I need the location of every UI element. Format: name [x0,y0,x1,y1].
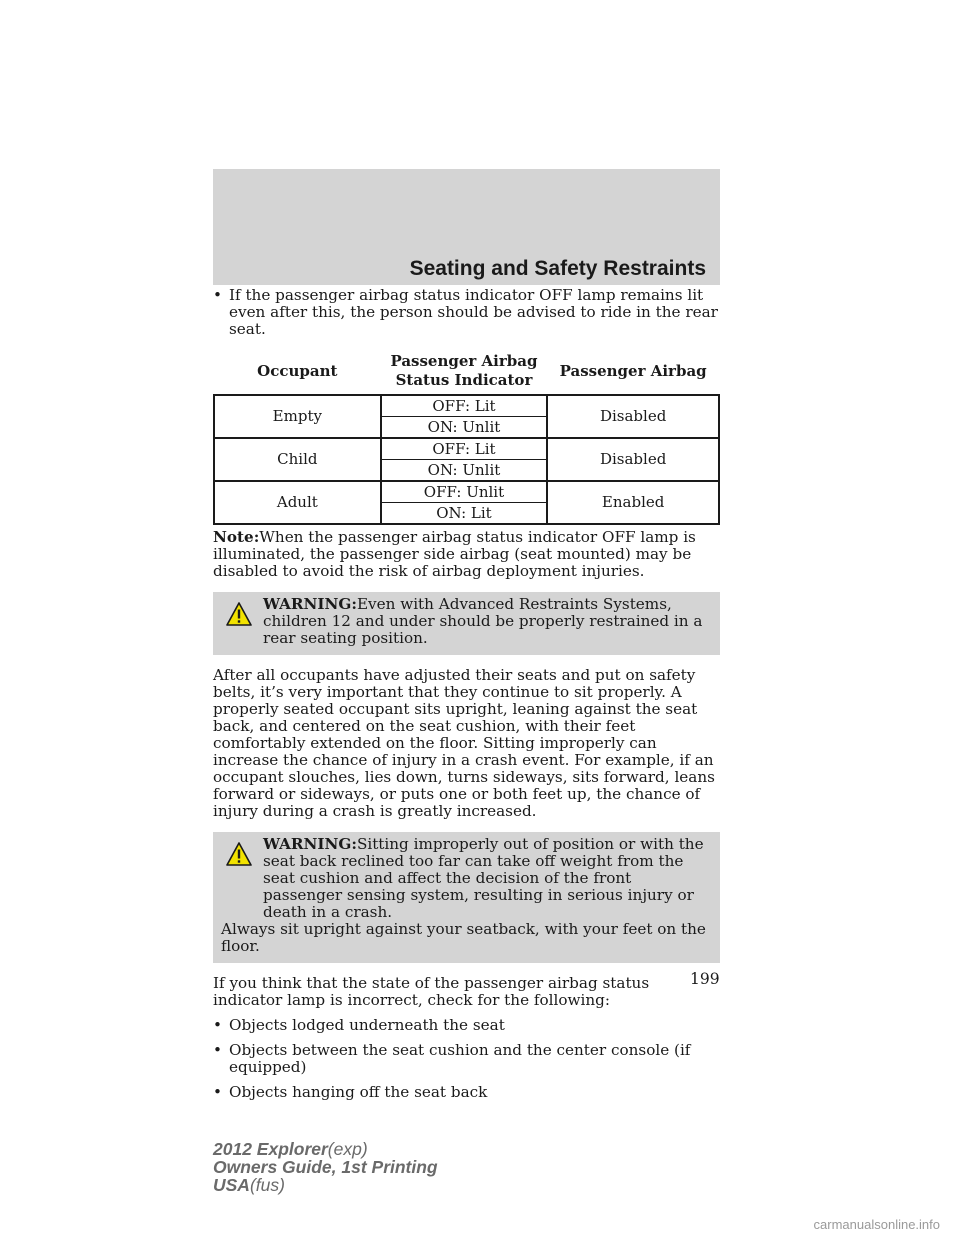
note-paragraph [213,529,720,580]
table-row [214,395,719,417]
page-content [213,287,720,1101]
note-text: When the passenger airbag status indicator OFF lamp is illuminated, the passenger side airbag (seat mounted) may be disabled to avoid the risk of airbag deployment injuries. [213,528,696,580]
bullet-dot-icon: • [213,1041,222,1059]
airbag-cell: Disabled [547,395,719,438]
footer-market: USA [213,1175,250,1195]
section-header [213,169,720,285]
indicator-on-cell: ON: Unlit [381,460,548,482]
col-header-occupant: Occupant [214,350,381,395]
warning-triangle-icon [226,842,252,866]
occupant-cell: Empty [214,395,381,438]
airbag-status-table [213,350,720,525]
indicator-off-cell: OFF: Lit [381,438,548,460]
airbag-cell: Disabled [547,438,719,481]
warning-body: Even with Advanced Restraints Systems, children 12 and under should be properly restrained in a rear seating position. [263,595,703,647]
bullet-dot-icon: • [213,1083,222,1101]
table-row [214,438,719,460]
bullet-dot-icon: • [213,1016,222,1034]
col-header-status-indicator: Passenger Airbag Status Indicator [381,350,548,395]
intro-bullet [213,287,720,338]
bullet-dot-icon: • [213,286,222,304]
warning-box-1 [213,592,720,655]
indicator-off-cell: OFF: Unlit [381,481,548,503]
indicator-on-cell: ON: Unlit [381,417,548,439]
airbag-cell: Enabled [547,481,719,524]
warning-label: WARNING: [263,595,357,613]
warning-text-1 [221,596,712,647]
list-item [213,1017,720,1034]
occupant-cell: Adult [214,481,381,524]
occupant-cell: Child [214,438,381,481]
warning-text-2-extra: Always sit upright against your seatback, with your feet on the floor. [221,920,706,955]
footer-guide: Owners Guide, 1st Printing [213,1157,438,1177]
list-item [213,1042,720,1076]
watermark: carmanualsonline.info [813,1217,940,1232]
footer-line-1 [213,1140,438,1158]
list-item-text: Objects lodged underneath the seat [229,1016,505,1034]
body-paragraph-1: After all occupants have adjusted their seats and put on safety belts, it’s very important that they continue to sit properly. A properly seated occupant sits upright, leaning against the seat back, and centered on the seat cushion, with their feet comfortably extended on the floor. Sitting improperly can increase the chance of injury in a crash event. For example, if an occupant slouches, lies down, turns sideways, sits forward, leans forward or sideways, or puts one or both feet up, the chance of injury during a crash is greatly increased. [213,666,715,820]
body-paragraph-2: If you think that the state of the passenger airbag status indicator lamp is incorrect, check for the following: [213,974,650,1009]
section-title: Seating and Safety Restraints [409,257,706,280]
footer-line-2 [213,1158,438,1176]
warning-label: WARNING: [263,835,357,853]
warning-body: Sitting improperly out of position or with the seat back reclined too far can take off weight from the seat cushion and affect the decision of the front passenger sensing system, resulting in serious injury or death in a crash. [263,835,704,921]
footer-market-code: (fus) [249,1175,285,1195]
footer-model-code: (exp) [327,1139,368,1159]
list-item [213,1084,720,1101]
warning-box-2 [213,832,720,963]
list-item-text: Objects hanging off the seat back [229,1083,488,1101]
table-row [214,481,719,503]
col-header-passenger-airbag: Passenger Airbag [547,350,719,395]
list-item-text: Objects between the seat cushion and the center console (if equipped) [229,1041,691,1076]
warning-text-2 [221,836,712,921]
footer-line-3 [213,1176,438,1194]
note-label: Note: [213,528,260,546]
intro-bullet-text: If the passenger airbag status indicator OFF lamp remains lit even after this, the person should be advised to ride in the rear seat. [229,286,718,338]
warning-triangle-icon [226,602,252,626]
indicator-off-cell: OFF: Lit [381,395,548,417]
table-header-row [214,350,719,395]
footer-model: 2012 Explorer [213,1139,328,1159]
page-number: 199 [690,970,720,988]
indicator-on-cell: ON: Lit [381,503,548,525]
footer [213,1140,438,1194]
